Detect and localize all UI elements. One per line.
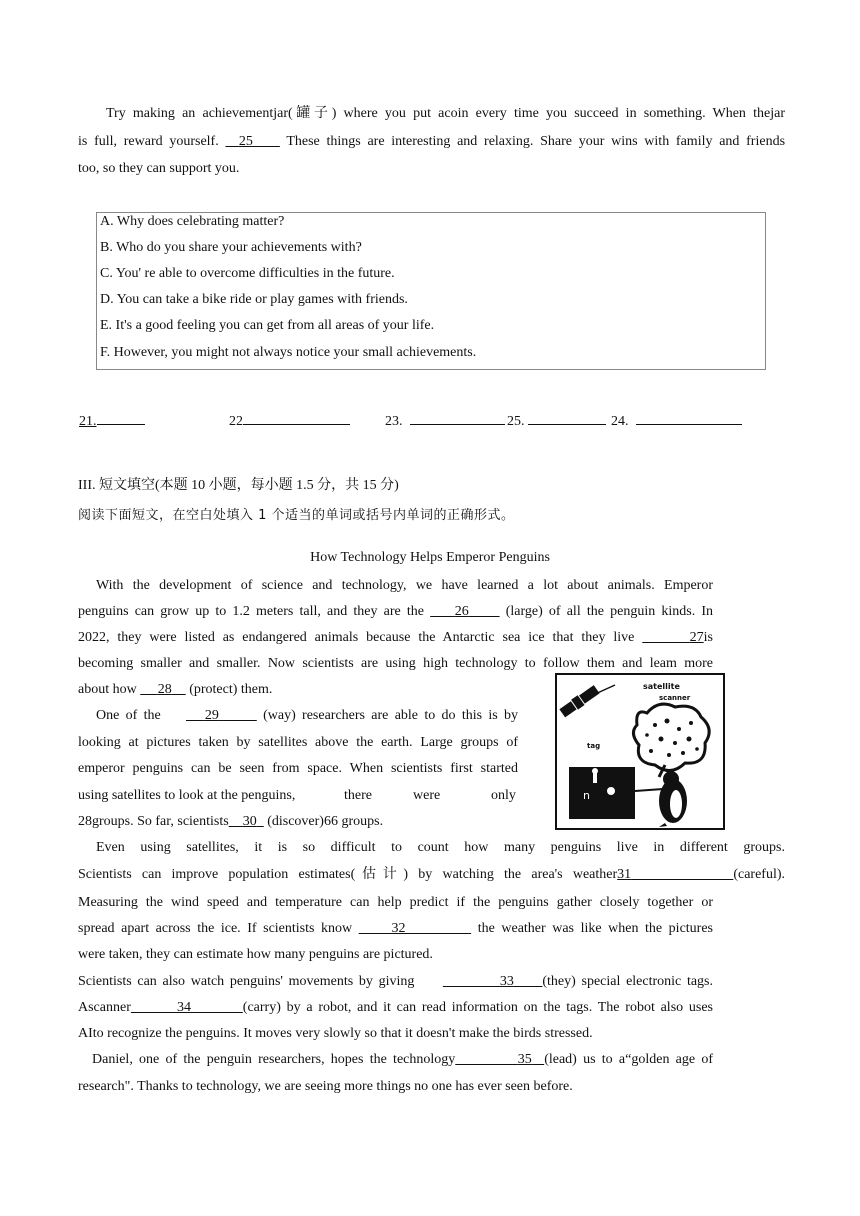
- p3-line-4: spread apart across the ice. If scientists know 32 the weather was like when the pictures: [78, 921, 713, 936]
- p1-line-1: With the development of science and technology, we have learned a lot about animals. Emperor: [96, 578, 713, 593]
- p2-line-3: emperor penguins can be seen from space. When scientists first started: [78, 761, 518, 776]
- blank-30[interactable]: 30: [242, 814, 257, 829]
- blank-25[interactable]: 25: [238, 134, 253, 149]
- blank-33[interactable]: 33: [499, 974, 514, 989]
- p4-line-3: AIto recognize the penguins. It moves very slowly so that it doesn't make the birds stressed.: [78, 1026, 593, 1041]
- answer-24[interactable]: 24.: [611, 410, 742, 430]
- p1-line-2: penguins can grow up to 1.2 meters tall, and they are the 26 (large) of all the penguin kinds. In: [78, 604, 714, 619]
- answer-22[interactable]: 22: [229, 410, 350, 430]
- svg-text:tag: tag: [587, 742, 601, 750]
- section-instruction: 阅读下面短文，在空白处填入 1 个适当的单词或括号内单词的正确形式。: [78, 508, 515, 523]
- option-c: C. You' re able to overcome difficulties in the future.: [100, 266, 395, 281]
- blank-26[interactable]: 26: [454, 604, 469, 619]
- top-paragraph-line-2: is full, reward yourself. 25 These things are interesting and relaxing. Share your wins with family and friends: [78, 134, 786, 149]
- screen-icon: [569, 767, 635, 819]
- p2-line-5: 28groups. So far, scientists 30 (discover)66 groups.: [78, 814, 384, 829]
- section-heading: III. 短文填空(本题 10 小题，每小题 1.5 分，共 15 分): [78, 478, 399, 493]
- p1-line-4: becoming smaller and smaller. Now scientists are using high technology to follow them and leam more: [78, 656, 713, 671]
- p3-line-5: were taken, they can estimate how many penguins are pictured.: [78, 947, 433, 962]
- answer-21[interactable]: 21.: [79, 410, 145, 430]
- answer-25[interactable]: 25.: [507, 410, 606, 430]
- svg-text:n: n: [583, 789, 590, 802]
- p2-line-1: One of the 29 (way) researchers are able to do this is by: [96, 708, 519, 723]
- p2-line-4: using satellites to look at the penguins, there were only: [78, 788, 516, 803]
- p5-line-1: Daniel, one of the penguin researchers, hopes the technology 35 (lead) us to a“golden age of: [92, 1052, 714, 1067]
- blank-28[interactable]: 28: [157, 682, 172, 697]
- p3-line-2: Scientists can improve population estimates(估计) by watching the area's weather31 (careful).: [78, 867, 786, 882]
- blank-29[interactable]: 29: [204, 708, 219, 723]
- blank-34[interactable]: 34: [176, 1000, 191, 1015]
- option-e: E. It's a good feeling you can get from all areas of your life.: [100, 318, 435, 333]
- svg-text:satellite: satellite: [643, 682, 680, 691]
- p5-line-2: research". Thanks to technology, we are seeing more things no one has ever seen before.: [78, 1079, 573, 1094]
- option-d: D. You can take a bike ride or play games with friends.: [100, 292, 408, 307]
- svg-text:scanner: scanner: [659, 694, 691, 702]
- p1-line-3: 2022, they were listed as endangered animals because the Antarctic sea ice that they live 27is: [78, 630, 714, 645]
- option-b: B. Who do you share your achievements with?: [100, 240, 362, 255]
- p4-line-2: Ascanner 34 (carry) by a robot, and it can read information on the tags. The robot also uses: [78, 1000, 714, 1015]
- p3-line-3: Measuring the wind speed and temperature can help predict if the penguins gather closely together or: [78, 895, 713, 910]
- answer-23[interactable]: 23.: [385, 410, 505, 430]
- satellite-penguin-illustration: [555, 673, 725, 830]
- p4-line-1: Scientists can also watch penguins' movements by giving 33 (they) special electronic tags.: [78, 974, 714, 989]
- p1-line-5: about how 28 (protect) them.: [78, 682, 273, 697]
- p3-line-1: Even using satellites, it is so difficult to count how many penguins live in different groups.: [96, 840, 785, 855]
- blank-27[interactable]: 27: [689, 630, 704, 645]
- blank-32[interactable]: 32: [391, 921, 406, 936]
- option-a: A. Why does celebrating matter?: [100, 214, 285, 229]
- blank-35[interactable]: 35: [517, 1052, 532, 1067]
- blank-31[interactable]: 31: [617, 867, 632, 882]
- passage-title: How Technology Helps Emperor Penguins: [310, 550, 550, 565]
- options-box: [96, 212, 766, 370]
- p2-line-2: looking at pictures taken by satellites above the earth. Large groups of: [78, 735, 518, 750]
- top-paragraph-line-1: Try making an achievementjar(罐子) where you put acoin every time you succeed in something. When thejar: [106, 106, 785, 121]
- option-f: F. However, you might not always notice your small achievements.: [100, 345, 477, 360]
- top-paragraph-line-3: too, so they can support you.: [78, 161, 240, 176]
